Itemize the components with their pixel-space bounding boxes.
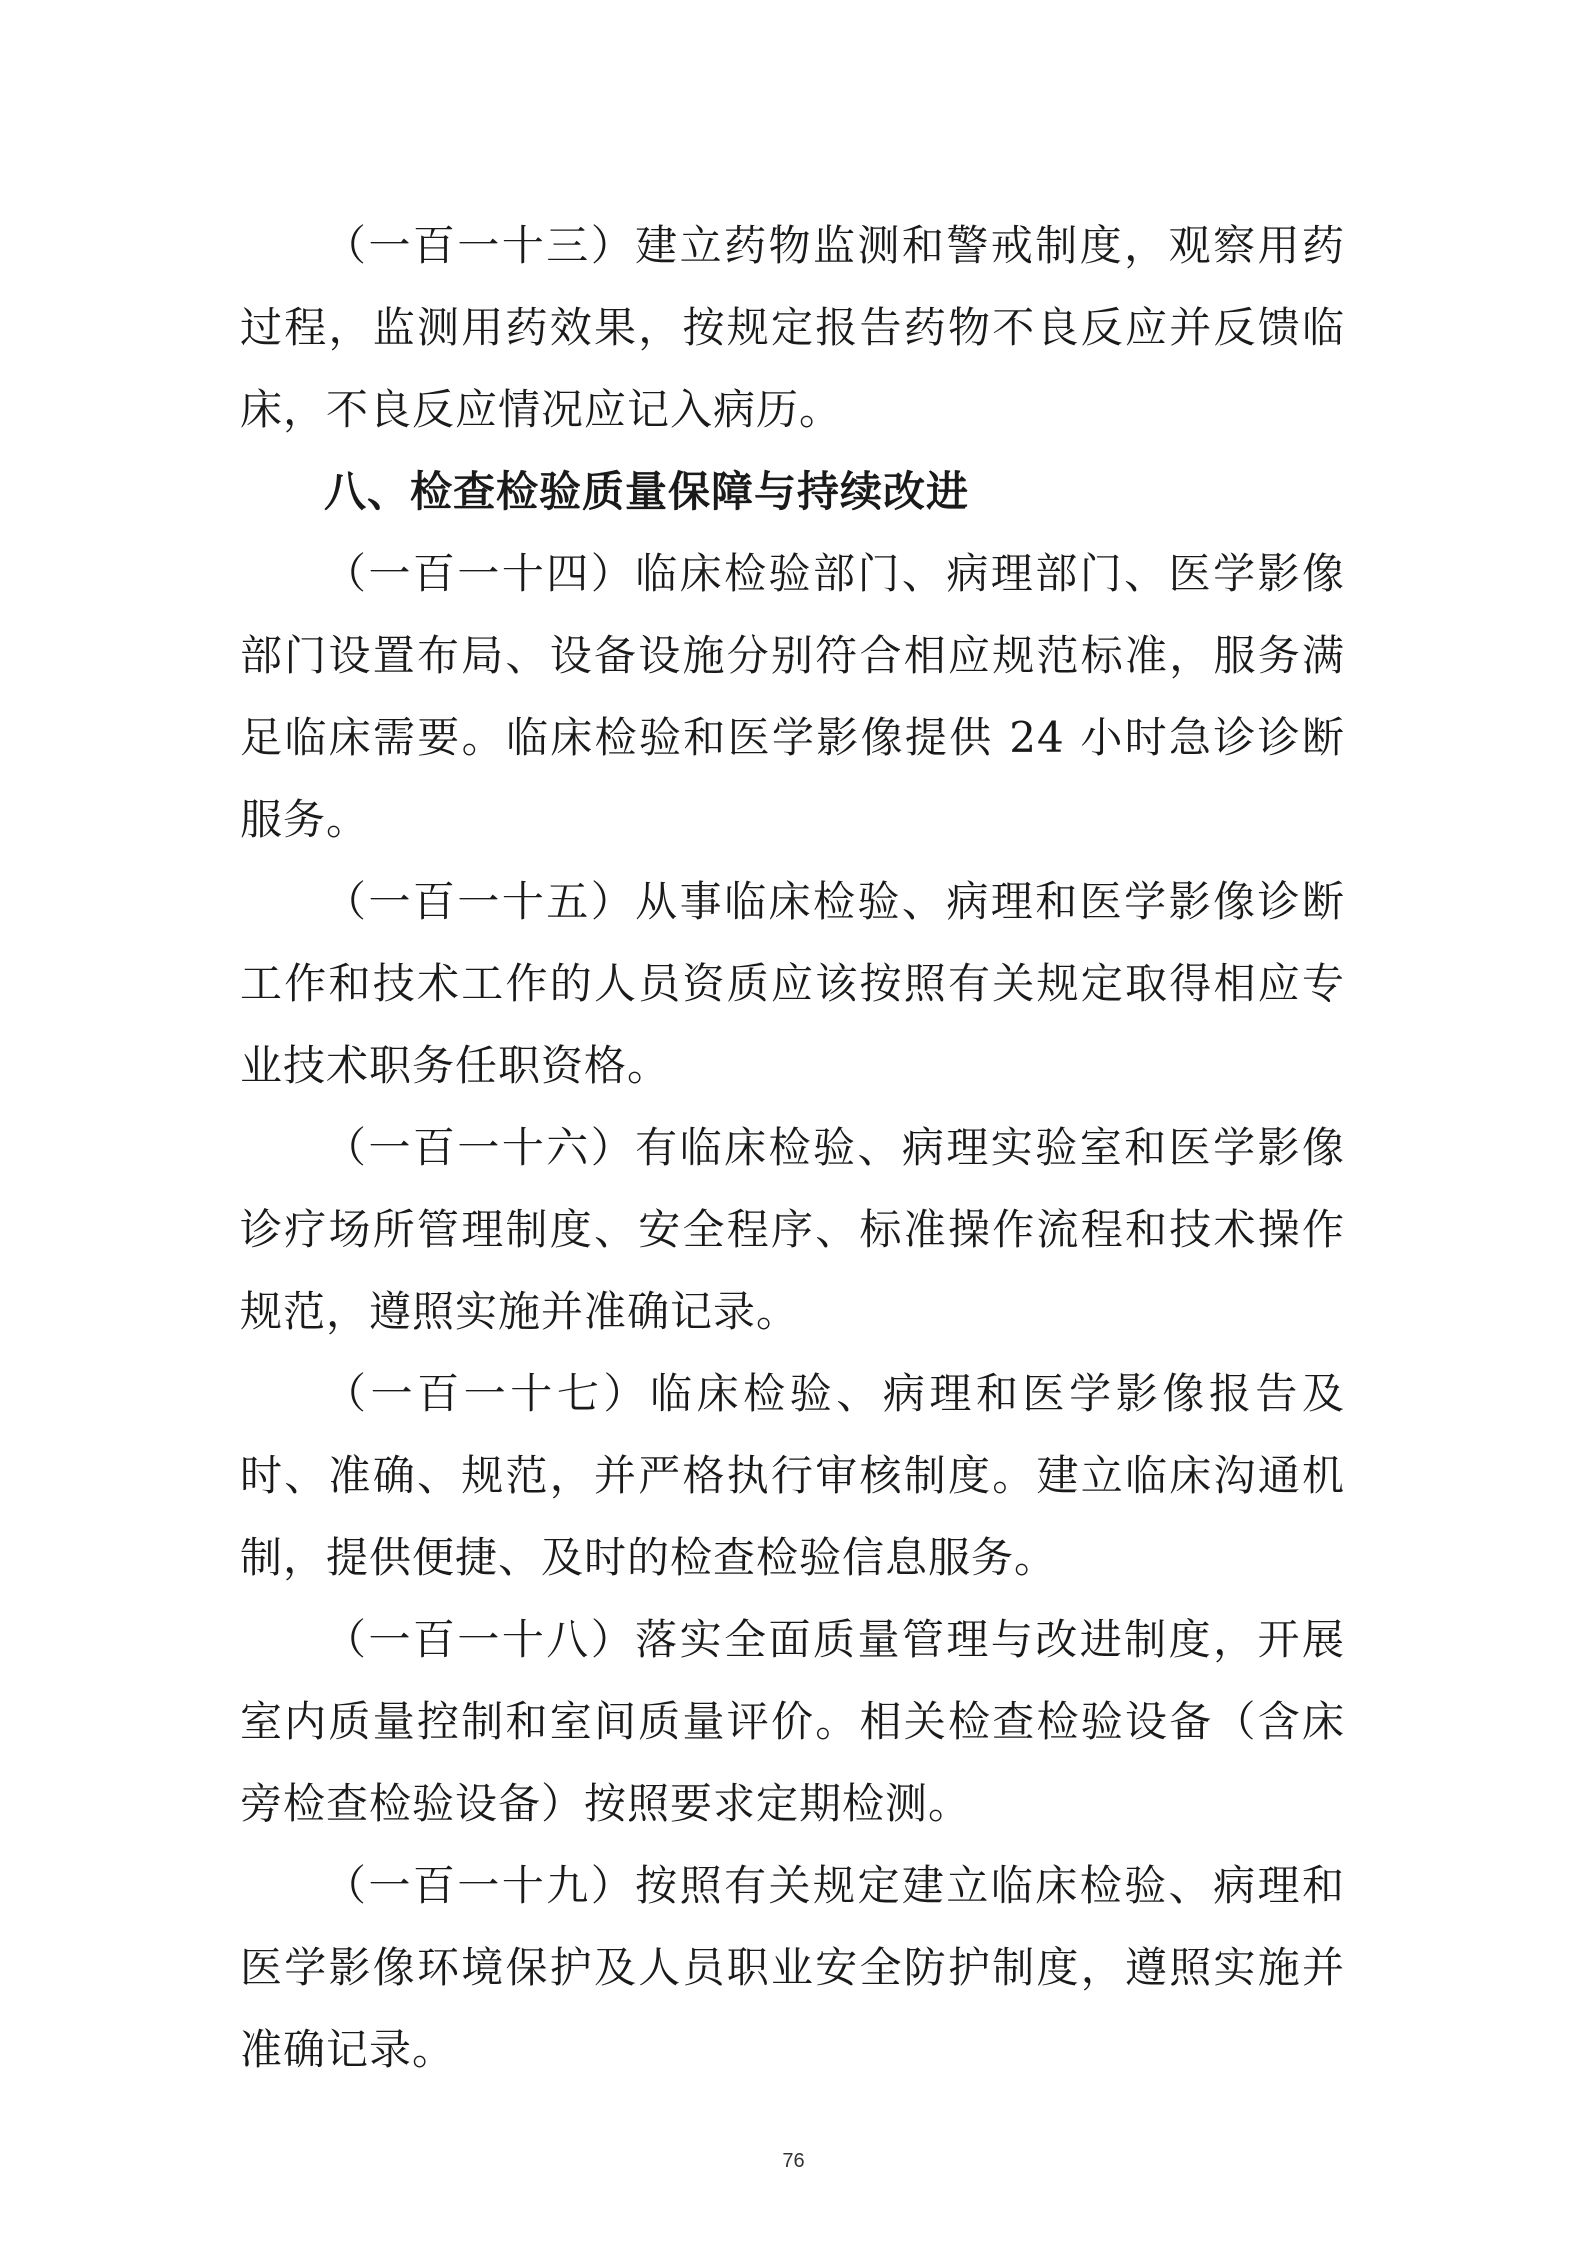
paragraph-118: （一百一十八）落实全面质量管理与改进制度，开展室内质量控制和室间质量评价。相关检查检验设备（含床旁检查检验设备）按照要求定期检测。 bbox=[240, 1615, 1345, 1828]
paragraph-115: （一百一十五）从事临床检验、病理和医学影像诊断工作和技术工作的人员资质应该按照有关规定取得相应专业技术职务任职资格。 bbox=[240, 877, 1345, 1090]
paragraph-119: （一百一十九）按照有关规定建立临床检验、病理和医学影像环境保护及人员职业安全防护制度，遵照实施并准确记录。 bbox=[240, 1861, 1345, 2074]
paragraph-114: （一百一十四）临床检验部门、病理部门、医学影像部门设置布局、设备设施分别符合相应规范标准，服务满足临床需要。临床检验和医学影像提供 24 小时急诊诊断服务。 bbox=[240, 549, 1345, 844]
page-number: 76 bbox=[782, 2150, 805, 2172]
section-heading: 八、检查检验质量保障与持续改进 bbox=[324, 467, 970, 516]
page-content bbox=[240, 205, 1345, 2091]
paragraph-117: （一百一十七）临床检验、病理和医学影像报告及时、准确、规范，并严格执行审核制度。建立临床沟通机制，提供便捷、及时的检查检验信息服务。 bbox=[240, 1369, 1345, 1582]
paragraph-113: （一百一十三）建立药物监测和警戒制度，观察用药过程，监测用药效果，按规定报告药物不良反应并反馈临床，不良反应情况应记入病历。 bbox=[240, 221, 1345, 434]
paragraph-116: （一百一十六）有临床检验、病理实验室和医学影像诊疗场所管理制度、安全程序、标准操作流程和技术操作规范，遵照实施并准确记录。 bbox=[240, 1123, 1345, 1336]
